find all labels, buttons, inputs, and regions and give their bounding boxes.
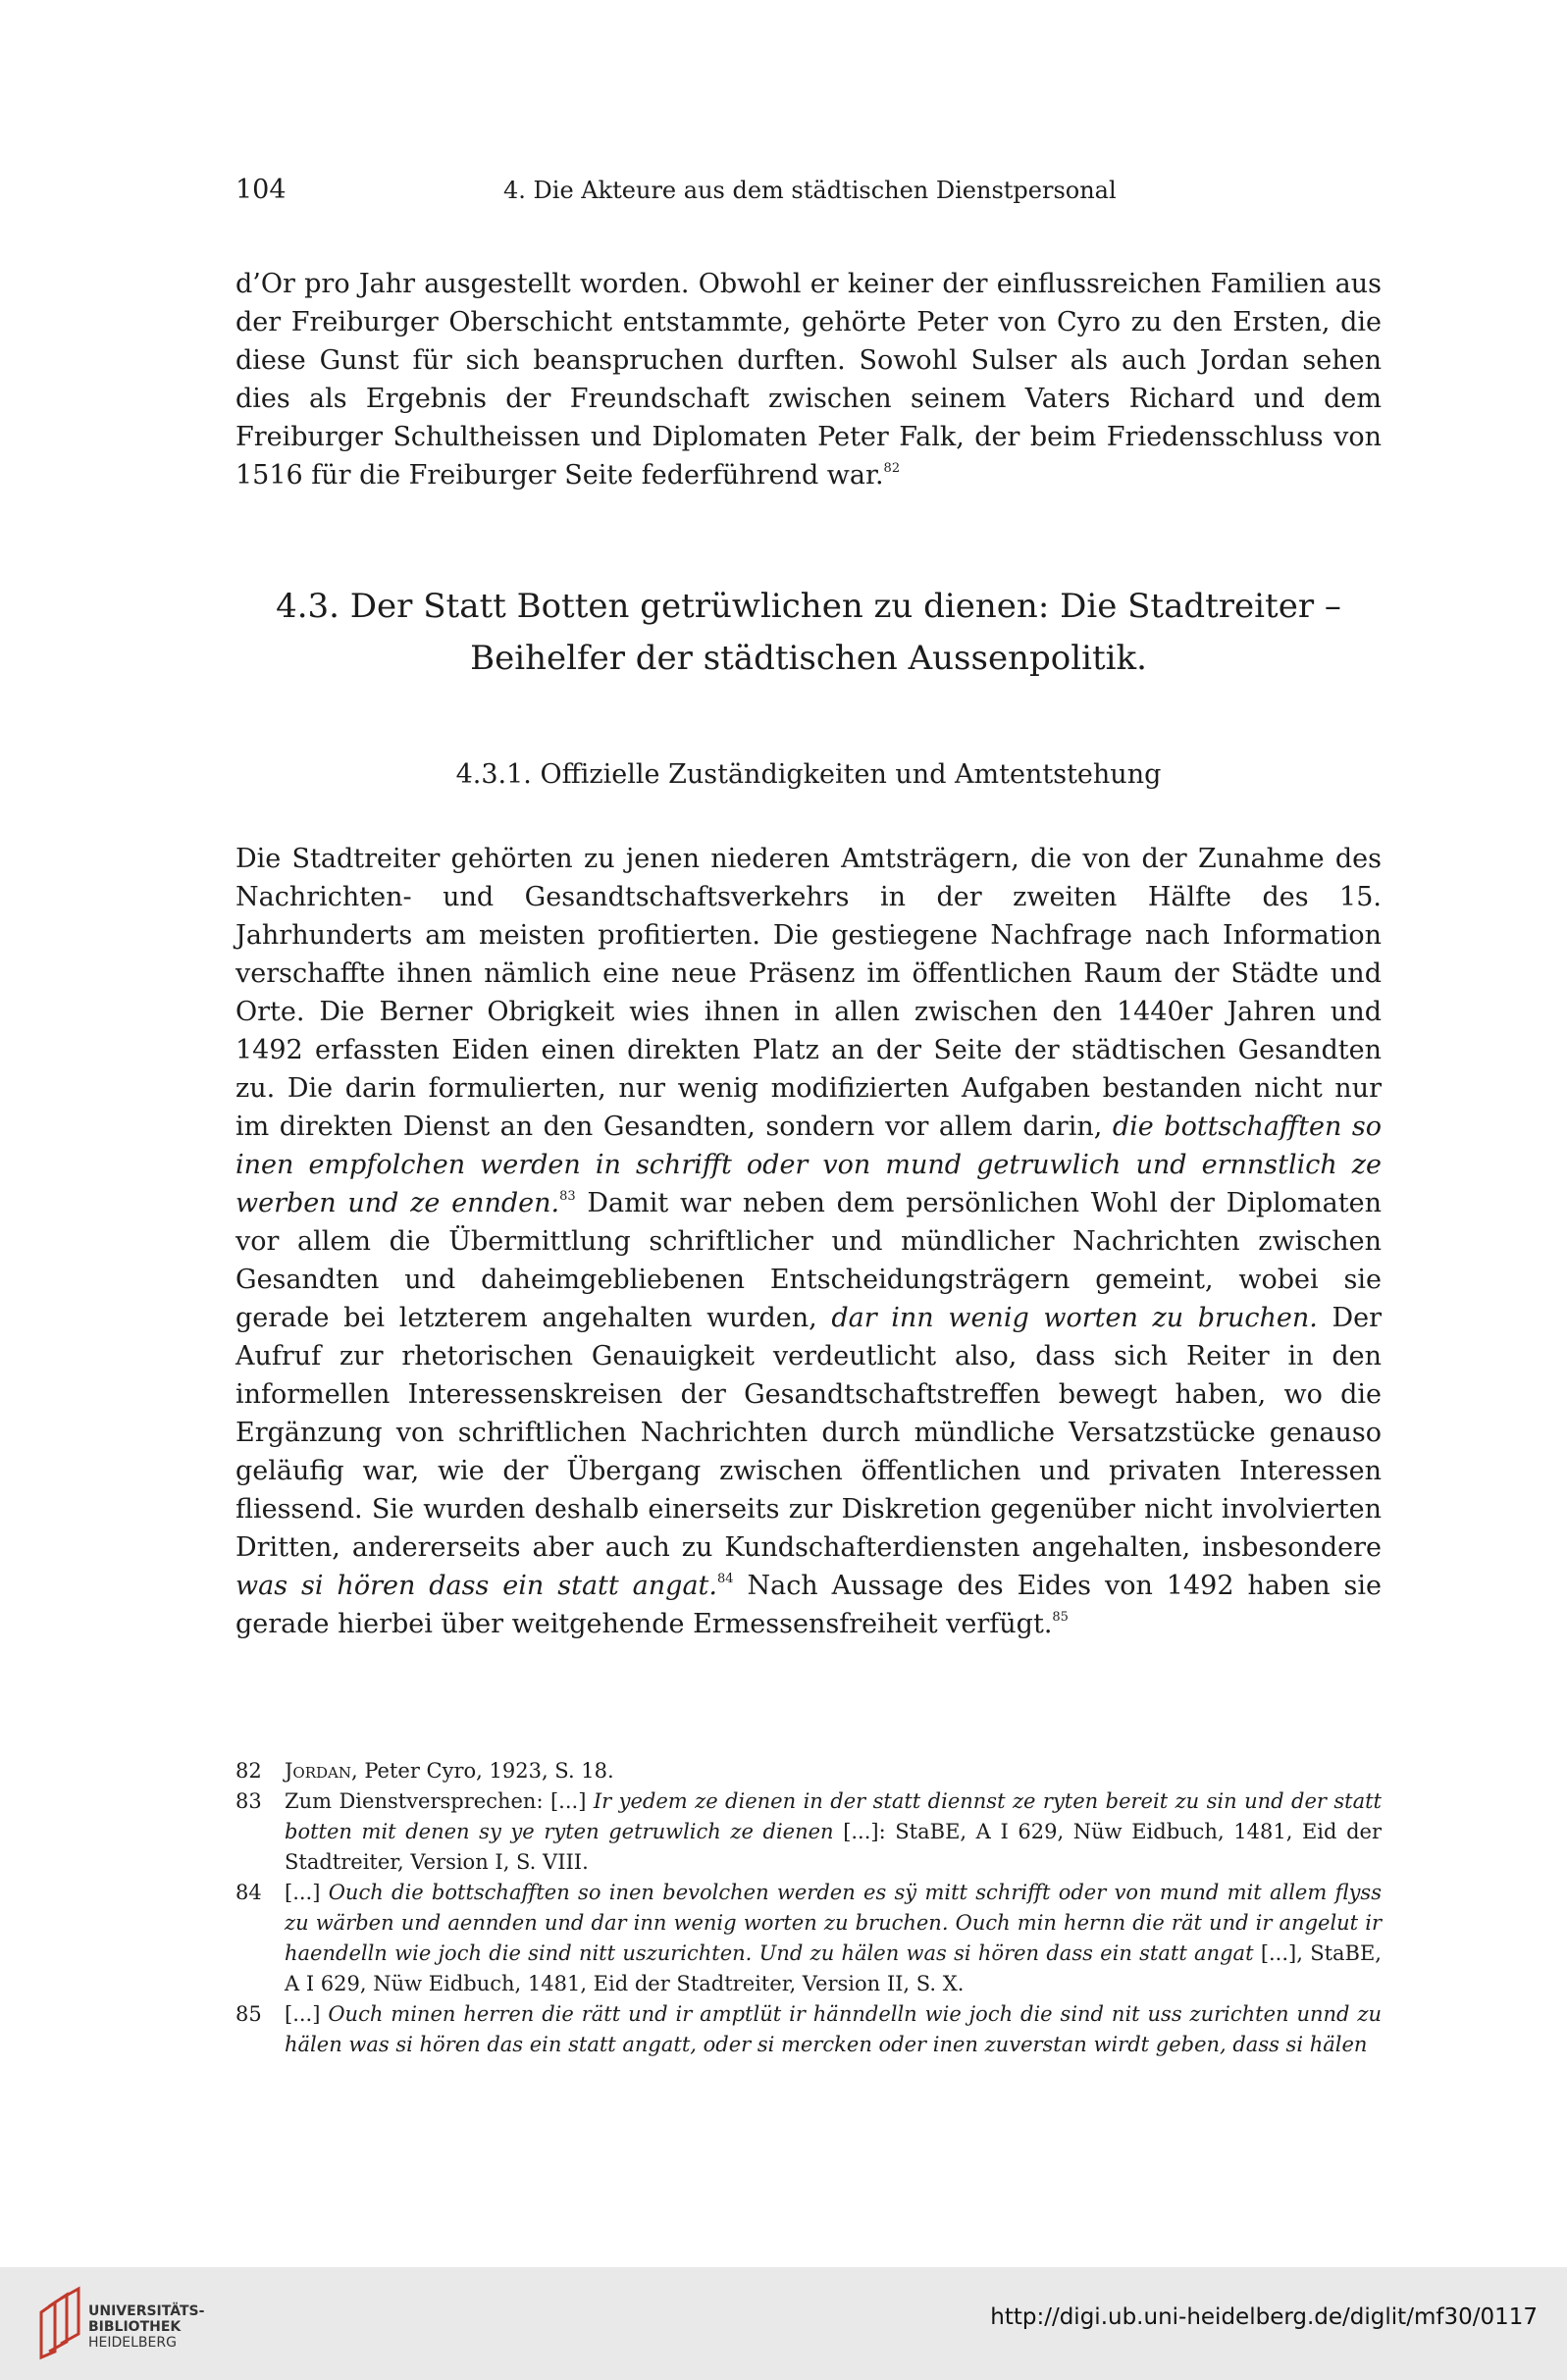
footnote-83 bbox=[235, 1786, 1382, 1878]
footnote-85 bbox=[235, 1999, 1382, 2060]
footnote-text: [...] bbox=[285, 1881, 329, 1904]
source-quote: was si hören dass ein statt angat. bbox=[235, 1571, 717, 1601]
paragraph-text: d’Or pro Jahr ausgestellt worden. Obwohl er keiner der einflussreichen Familien aus der Freiburger Oberschicht entstammte, gehörte Peter von Cyro zu den Ersten, die diese Gunst für sich beanspruchen durften. Sowohl Sulser als auch Jordan sehen dies als Ergebnis der Freundschaft zwischen seinem Vaters Richard und dem Freiburger Schultheissen und Diplomaten Peter Falk, der beim Friedensschluss von 1516 für die Freiburger Seite federführend war. bbox=[235, 269, 1382, 491]
footnote-quote: Ouch minen herren die rätt und ir amptlüt ir hänndelln wie joch die sind nit uss zurichten unnd zu hälen was si hören das ein statt angatt, oder si mercken oder inen zuverstan wirdt geben, dass si hälen bbox=[285, 2002, 1382, 2056]
running-head bbox=[235, 173, 1332, 208]
paragraph-text: Damit war neben dem persönlichen Wohl der Diplomaten vor allem die Übermittlung schriftlicher und mündlicher Nachrichten zwischen Gesandten und daheimgebliebenen Entscheidungsträgern gemeint, wobei sie gerade bei letzterem angehalten wurden, bbox=[235, 1188, 1382, 1333]
paragraph-text: Nach Aussage des Eides von 1492 haben sie gerade hierbei über weitgehende Ermessensfreiheit verfügt. bbox=[235, 1571, 1382, 1639]
paragraph-text: Der Aufruf zur rhetorischen Genauigkeit verdeutlicht also, dass sich Reiter in den informellen Interessenskreisen der Gesandtschaftstreffen bewegt haben, wo die Ergänzung von schriftlichen Nachrichten durch mündliche Versatzstücke genauso geläufig war, wie der Übergang zwischen öffentlichen und privaten Interessen fliessend. Sie wurden deshalb einerseits zur Diskretion gegenüber nicht involvierten Dritten, andererseits aber auch zu Kundschafterdiensten angehalten, insbesondere bbox=[235, 1303, 1382, 1563]
chapter-title: 4. Die Akteure aus dem städtischen Dienstpersonal bbox=[503, 177, 1117, 204]
footnote-ref[interactable]: 85 bbox=[1052, 1610, 1069, 1625]
paragraph-continued bbox=[235, 265, 1382, 494]
footnote-number: 82 bbox=[235, 1759, 262, 1783]
paragraph-body bbox=[235, 840, 1382, 1643]
footnote-quote: Ir yedem ze dienen in der statt diennst ze ryten bereit zu sin und der statt botten mit denen sy ye ryten getruwlich ze dienen bbox=[285, 1789, 1382, 1843]
library-name-line: BIBLIOTHEK bbox=[88, 2319, 182, 2335]
footnote-ref[interactable]: 83 bbox=[559, 1189, 576, 1204]
page-number: 104 bbox=[235, 175, 287, 205]
footnote-text: [...] bbox=[285, 2002, 329, 2026]
main-text bbox=[235, 265, 1382, 1643]
footnote-number: 85 bbox=[235, 2002, 262, 2026]
footnote-text: [...]: StaBE, A I 629, Nüw Eidbuch, 1481, Eid der Stadtreiter, Version I, S. VIII. bbox=[285, 1820, 1382, 1874]
subsection-heading: 4.3.1. Offizielle Zuständigkeiten und Amtentstehung bbox=[455, 759, 1162, 790]
section-heading bbox=[235, 581, 1382, 685]
paragraph-text: Die Stadtreiter gehörten zu jenen niederen Amtsträgern, die von der Zunahme des Nachrichten- und Gesandtschaftsverkehrs in der zweiten Hälfte des 15. Jahrhunderts am meisten profitierten. Die gestiegene Nachfrage nach Information verschaffte ihnen nämlich eine neue Präsenz im öffentlichen Raum der Städte und Orte. Die Berner Obrigkeit wies ihnen in allen zwischen den 1440er Jahren und 1492 erfassten Eiden einen direkten Platz an der Seite der städtischen Gesandten zu. Die darin formulierten, nur wenig modifizierten Aufgaben bestanden nicht nur im direkten Dienst an den Gesandten, sondern vor allem darin, bbox=[235, 844, 1382, 1142]
footnote-quote: Ouch die bottschafften so inen bevolchen werden es sÿ mitt schrifft oder von mund mit allem flyss zu wärben und aennden und dar inn wenig worten zu bruchen. Ouch min hernn die rät und ir angelut ir haendelln wie joch die sind nitt uszurichten. Und zu hälen was si hören dass ein statt angat bbox=[285, 1881, 1382, 1965]
footnote-text: Zum Dienstversprechen: [...] bbox=[285, 1789, 594, 1813]
section-heading-line: 4.3. Der Statt Botten getrüwlichen zu dienen: Die Stadtreiter – bbox=[276, 587, 1341, 626]
footnote-82 bbox=[235, 1756, 1382, 1786]
footnote-text: , Peter Cyro, 1923, S. 18. bbox=[351, 1759, 614, 1783]
library-logo-icon[interactable] bbox=[27, 2283, 86, 2361]
library-name-line: HEIDELBERG bbox=[88, 2335, 177, 2351]
section-heading-line: Beihelfer der städtischen Aussenpolitik. bbox=[470, 639, 1147, 678]
source-quote: dar inn wenig worten zu bruchen. bbox=[831, 1303, 1318, 1333]
footnote-number: 83 bbox=[235, 1789, 262, 1813]
footnote-number: 84 bbox=[235, 1881, 262, 1904]
source-quote: die bottschafften so inen empfolchen werden in schrifft oder von mund getruwlich und ernnstlich ze werben und ze ennden. bbox=[235, 1112, 1382, 1218]
library-name-line: UNIVERSITÄTS- bbox=[88, 2303, 205, 2319]
library-name bbox=[88, 2303, 204, 2351]
footnote-text: [...], StaBE, A I 629, Nüw Eidbuch, 1481, Eid der Stadtreiter, Version II, S. X. bbox=[285, 1941, 1382, 1995]
footnote-ref[interactable]: 82 bbox=[883, 461, 901, 476]
footnote-84 bbox=[235, 1878, 1382, 1999]
permalink-url[interactable]: http://digi.ub.uni-heidelberg.de/diglit/mf30/0117 bbox=[990, 2304, 1538, 2330]
footer-bar bbox=[0, 2267, 1567, 2380]
logo-shape bbox=[61, 2289, 78, 2344]
footnote-author: Jordan bbox=[285, 1759, 351, 1783]
footnotes bbox=[235, 1756, 1382, 2060]
footnote-ref[interactable]: 84 bbox=[716, 1572, 734, 1586]
